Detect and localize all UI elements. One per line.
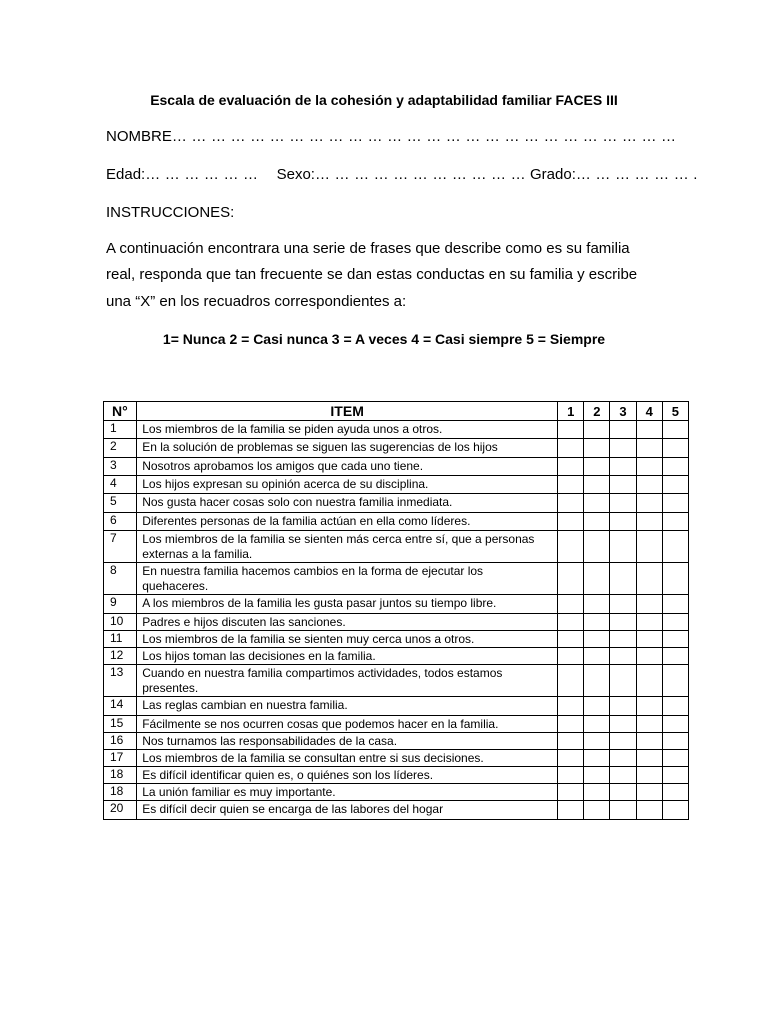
answer-box-2[interactable]	[584, 750, 610, 767]
answer-box-5[interactable]	[662, 631, 688, 648]
header-option-3: 3	[610, 402, 636, 421]
table-row	[104, 665, 689, 697]
answer-box-2[interactable]	[584, 631, 610, 648]
grado-label: Grado:	[530, 166, 576, 183]
row-number: 15	[104, 716, 137, 733]
answer-box-1[interactable]	[558, 697, 584, 716]
row-number: 18	[104, 767, 137, 784]
table-row	[104, 439, 689, 458]
answer-box-1[interactable]	[558, 494, 584, 513]
answer-box-5[interactable]	[662, 784, 688, 801]
header-num: N°	[104, 402, 137, 421]
table-row	[104, 513, 689, 531]
row-item-text: Fácilmente se nos ocurren cosas que podemos hacer en la familia.	[137, 716, 558, 733]
row-number: 1	[104, 421, 137, 439]
answer-box-2[interactable]	[584, 697, 610, 716]
answer-box-1[interactable]	[558, 784, 584, 801]
answer-box-1[interactable]	[558, 439, 584, 458]
answer-box-2[interactable]	[584, 476, 610, 494]
table-row	[104, 733, 689, 750]
row-number: 20	[104, 801, 137, 820]
answer-box-3[interactable]	[610, 733, 636, 750]
answer-box-4[interactable]	[636, 614, 662, 631]
answer-box-2[interactable]	[584, 733, 610, 750]
row-item-text: Nos turnamos las responsabilidades de la casa.	[137, 733, 558, 750]
answer-box-5[interactable]	[662, 733, 688, 750]
row-item-text: Nos gusta hacer cosas solo con nuestra familia inmediata.	[137, 494, 558, 513]
answer-box-1[interactable]	[558, 750, 584, 767]
answer-box-3[interactable]	[610, 494, 636, 513]
answer-box-5[interactable]	[662, 648, 688, 665]
answer-box-1[interactable]	[558, 614, 584, 631]
answer-box-1[interactable]	[558, 458, 584, 476]
answer-box-3[interactable]	[610, 750, 636, 767]
answer-box-4[interactable]	[636, 476, 662, 494]
answer-box-2[interactable]	[584, 784, 610, 801]
datos-line	[106, 166, 698, 183]
table-row	[104, 750, 689, 767]
answer-box-3[interactable]	[610, 716, 636, 733]
answer-box-1[interactable]	[558, 716, 584, 733]
answer-box-5[interactable]	[662, 801, 688, 820]
answer-box-1[interactable]	[558, 767, 584, 784]
row-item-text: Los hijos expresan su opinión acerca de su disciplina.	[137, 476, 558, 494]
answer-box-1[interactable]	[558, 421, 584, 439]
row-number: 2	[104, 439, 137, 458]
row-item-text: Los miembros de la familia se sienten muy cerca unos a otros.	[137, 631, 558, 648]
answer-box-3[interactable]	[610, 563, 636, 595]
row-number: 7	[104, 531, 137, 563]
row-item-text: Los miembros de la familia se piden ayuda unos a otros.	[137, 421, 558, 439]
table-row	[104, 614, 689, 631]
answer-box-4[interactable]	[636, 513, 662, 531]
header-option-2: 2	[584, 402, 610, 421]
answer-box-3[interactable]	[610, 421, 636, 439]
header-option-4: 4	[636, 402, 662, 421]
header-item: ITEM	[137, 402, 558, 421]
row-number: 12	[104, 648, 137, 665]
row-item-text: Los hijos toman las decisiones en la familia.	[137, 648, 558, 665]
answer-box-3[interactable]	[610, 531, 636, 563]
row-item-text: Es difícil identificar quien es, o quiénes son los líderes.	[137, 767, 558, 784]
answer-box-4[interactable]	[636, 750, 662, 767]
nombre-label: NOMBRE	[106, 128, 172, 145]
row-item-text: Nosotros aprobamos los amigos que cada uno tiene.	[137, 458, 558, 476]
row-item-text: Los miembros de la familia se consultan entre si sus decisiones.	[137, 750, 558, 767]
answer-box-3[interactable]	[610, 439, 636, 458]
answer-box-1[interactable]	[558, 665, 584, 697]
answer-box-1[interactable]	[558, 733, 584, 750]
answer-box-2[interactable]	[584, 563, 610, 595]
answer-box-5[interactable]	[662, 531, 688, 563]
paragraph-line-2: real, responda que tan frecuente se dan estas conductas en su familia y escribe	[106, 266, 638, 283]
row-item-text: Diferentes personas de la familia actúan en ella como líderes.	[137, 513, 558, 531]
answer-box-5[interactable]	[662, 767, 688, 784]
row-item-text: Padres e hijos discuten las sanciones.	[137, 614, 558, 631]
answer-box-5[interactable]	[662, 439, 688, 458]
row-item-text: En nuestra familia hacemos cambios en la forma de ejecutar los quehaceres.	[137, 563, 558, 595]
grado-field[interactable]: … … … … … … .	[575, 166, 698, 183]
answer-box-4[interactable]	[636, 665, 662, 697]
row-number: 14	[104, 697, 137, 716]
row-number: 6	[104, 513, 137, 531]
answer-box-1[interactable]	[558, 631, 584, 648]
row-number: 10	[104, 614, 137, 631]
row-item-text: Es difícil decir quien se encarga de las labores del hogar	[137, 801, 558, 820]
table-row	[104, 697, 689, 716]
answer-box-2[interactable]	[584, 716, 610, 733]
answer-box-2[interactable]	[584, 595, 610, 614]
row-number: 16	[104, 733, 137, 750]
answer-box-1[interactable]	[558, 801, 584, 820]
answer-box-2[interactable]	[584, 494, 610, 513]
answer-box-3[interactable]	[610, 784, 636, 801]
answer-box-5[interactable]	[662, 513, 688, 531]
instrucciones-heading: INSTRUCCIONES:	[106, 204, 235, 221]
row-number: 4	[104, 476, 137, 494]
table-row	[104, 784, 689, 801]
answer-box-3[interactable]	[610, 665, 636, 697]
paragraph-line-3: una “X” en los recuadros correspondientes a:	[106, 293, 407, 310]
edad-field[interactable]: … … … … … …	[145, 166, 259, 183]
answer-box-4[interactable]	[636, 631, 662, 648]
paragraph-line-1: A continuación encontrara una serie de frases que describe como es su familia	[106, 240, 630, 257]
answer-box-5[interactable]	[662, 595, 688, 614]
answer-box-4[interactable]	[636, 784, 662, 801]
answer-box-2[interactable]	[584, 513, 610, 531]
table-row	[104, 476, 689, 494]
answer-box-1[interactable]	[558, 563, 584, 595]
answer-box-5[interactable]	[662, 494, 688, 513]
row-number: 9	[104, 595, 137, 614]
table-row	[104, 801, 689, 820]
answer-box-4[interactable]	[636, 458, 662, 476]
table-row	[104, 631, 689, 648]
document-title: Escala de evaluación de la cohesión y adaptabilidad familiar FACES III	[150, 92, 618, 108]
answer-box-1[interactable]	[558, 476, 584, 494]
answer-box-4[interactable]	[636, 733, 662, 750]
answer-box-5[interactable]	[662, 697, 688, 716]
answer-box-5[interactable]	[662, 476, 688, 494]
sexo-label: Sexo:	[276, 166, 315, 183]
answer-box-2[interactable]	[584, 439, 610, 458]
answer-box-5[interactable]	[662, 563, 688, 595]
faces-table	[103, 401, 689, 820]
answer-box-5[interactable]	[662, 614, 688, 631]
answer-box-3[interactable]	[610, 614, 636, 631]
table-row	[104, 421, 689, 439]
table-row	[104, 595, 689, 614]
answer-box-3[interactable]	[610, 648, 636, 665]
table-row	[104, 458, 689, 476]
table-row	[104, 648, 689, 665]
header-option-1: 1	[558, 402, 584, 421]
row-number: 13	[104, 665, 137, 697]
scale-legend: 1= Nunca 2 = Casi nunca 3 = A veces 4 = Casi siempre 5 = Siempre	[162, 331, 606, 347]
answer-box-5[interactable]	[662, 665, 688, 697]
table-row	[104, 531, 689, 563]
nombre-line	[106, 128, 676, 145]
answer-box-4[interactable]	[636, 531, 662, 563]
table-row	[104, 563, 689, 595]
answer-box-2[interactable]	[584, 458, 610, 476]
answer-box-2[interactable]	[584, 767, 610, 784]
table-row	[104, 716, 689, 733]
sexo-field[interactable]: … … … … … … … … … … …	[314, 166, 526, 183]
row-item-text: En la solución de problemas se siguen las sugerencias de los hijos	[137, 439, 558, 458]
edad-label: Edad:	[106, 166, 146, 183]
row-number: 5	[104, 494, 137, 513]
answer-box-1[interactable]	[558, 531, 584, 563]
nombre-field[interactable]: … … … … … … … … … … … … … … … … … … … … … … … … … …	[171, 128, 677, 145]
answer-box-5[interactable]	[662, 421, 688, 439]
answer-box-3[interactable]	[610, 595, 636, 614]
answer-box-4[interactable]	[636, 767, 662, 784]
answer-box-4[interactable]	[636, 563, 662, 595]
answer-box-4[interactable]	[636, 697, 662, 716]
answer-box-2[interactable]	[584, 614, 610, 631]
row-number: 3	[104, 458, 137, 476]
table-row	[104, 767, 689, 784]
answer-box-4[interactable]	[636, 716, 662, 733]
header-option-5: 5	[662, 402, 688, 421]
answer-box-3[interactable]	[610, 476, 636, 494]
answer-box-4[interactable]	[636, 439, 662, 458]
answer-box-1[interactable]	[558, 513, 584, 531]
answer-box-1[interactable]	[558, 595, 584, 614]
answer-box-3[interactable]	[610, 767, 636, 784]
answer-box-5[interactable]	[662, 750, 688, 767]
row-item-text: La unión familiar es muy importante.	[137, 784, 558, 801]
answer-box-4[interactable]	[636, 801, 662, 820]
row-item-text: Cuando en nuestra familia compartimos actividades, todos estamos presentes.	[137, 665, 558, 697]
row-item-text: A los miembros de la familia les gusta pasar juntos su tiempo libre.	[137, 595, 558, 614]
row-number: 8	[104, 563, 137, 595]
answer-box-3[interactable]	[610, 697, 636, 716]
table-header-row	[104, 402, 689, 421]
answer-box-5[interactable]	[662, 458, 688, 476]
table-row	[104, 494, 689, 513]
row-number: 18	[104, 784, 137, 801]
answer-box-4[interactable]	[636, 494, 662, 513]
answer-box-2[interactable]	[584, 801, 610, 820]
answer-box-5[interactable]	[662, 716, 688, 733]
row-number: 17	[104, 750, 137, 767]
row-item-text: Las reglas cambian en nuestra familia.	[137, 697, 558, 716]
answer-box-4[interactable]	[636, 648, 662, 665]
answer-box-2[interactable]	[584, 665, 610, 697]
answer-box-2[interactable]	[584, 648, 610, 665]
row-item-text: Los miembros de la familia se sienten más cerca entre sí, que a personas externas a la familia.	[137, 531, 558, 563]
answer-box-2[interactable]	[584, 531, 610, 563]
answer-box-3[interactable]	[610, 801, 636, 820]
answer-box-3[interactable]	[610, 513, 636, 531]
answer-box-1[interactable]	[558, 648, 584, 665]
answer-box-4[interactable]	[636, 421, 662, 439]
answer-box-2[interactable]	[584, 421, 610, 439]
answer-box-3[interactable]	[610, 458, 636, 476]
answer-box-3[interactable]	[610, 631, 636, 648]
answer-box-4[interactable]	[636, 595, 662, 614]
row-number: 11	[104, 631, 137, 648]
